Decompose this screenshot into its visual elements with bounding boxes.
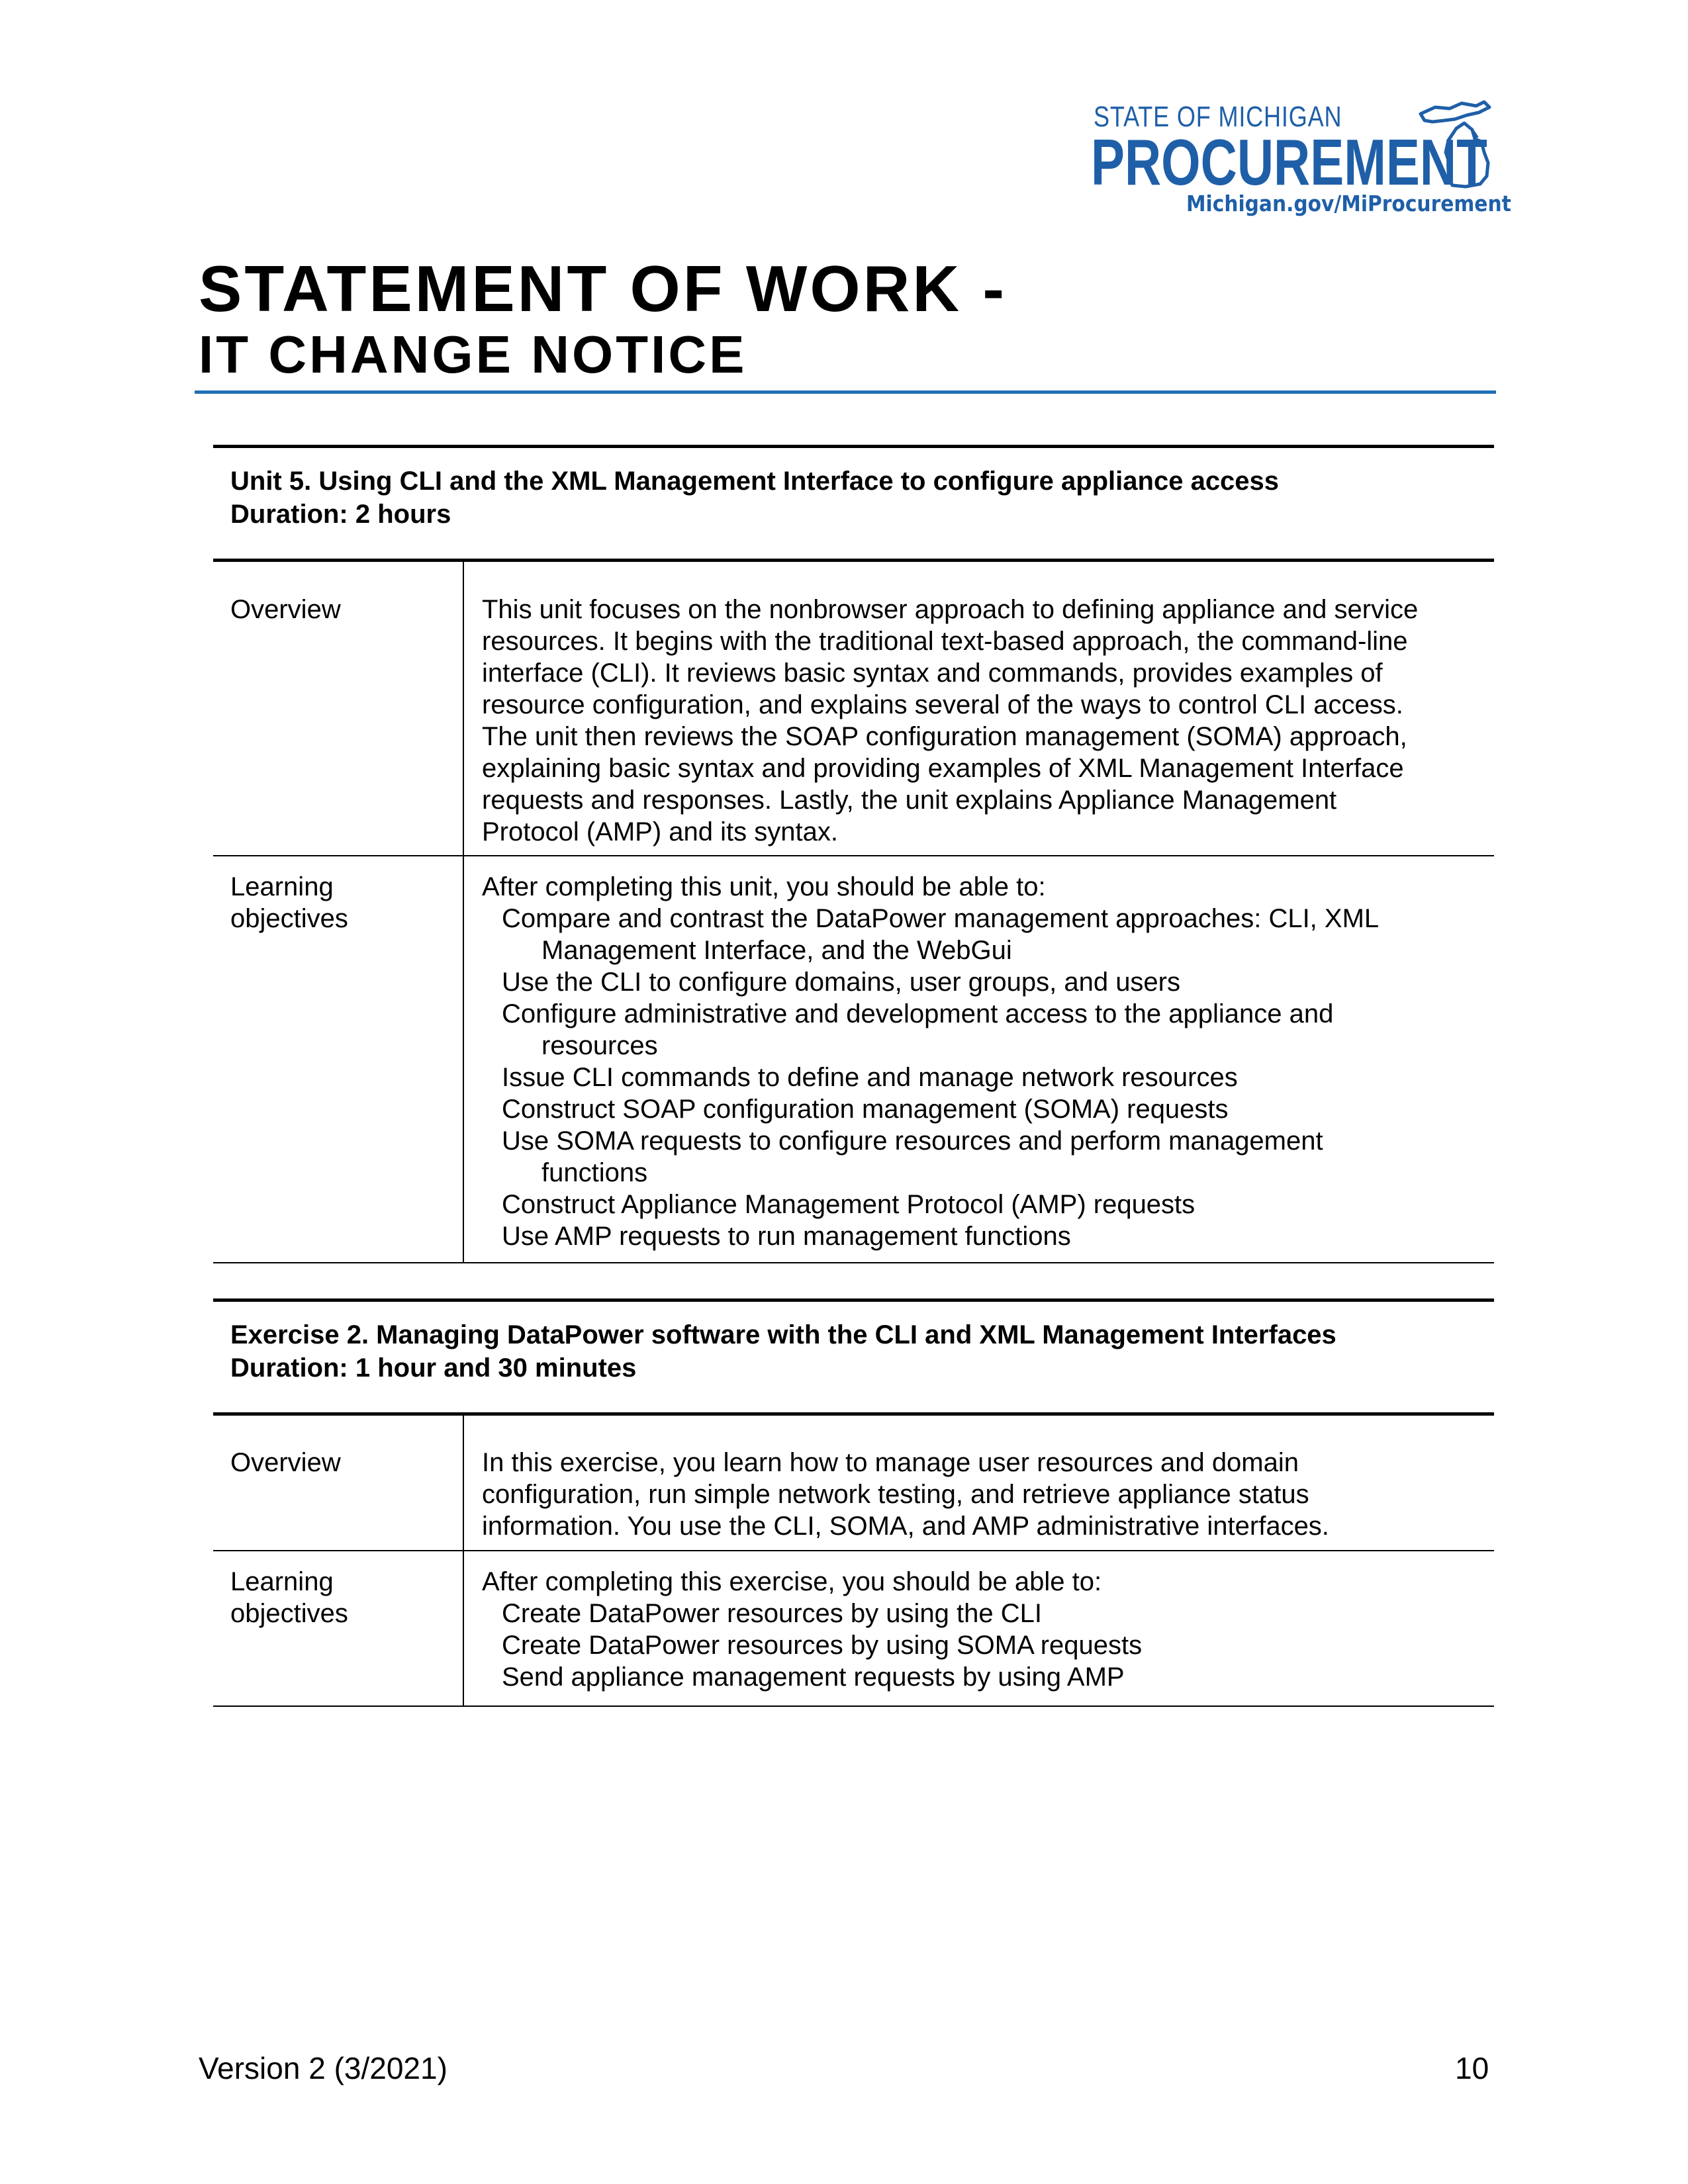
section-heading bbox=[230, 1318, 1336, 1385]
text-line: resources. It begins with the traditional text-based approach, the command-line bbox=[482, 627, 1408, 656]
label-text: objectives bbox=[230, 904, 348, 933]
logo-url-text: Michigan.gov/MiProcurement bbox=[1186, 191, 1511, 216]
objectives-intro: After completing this exercise, you should be able to: bbox=[482, 1567, 1102, 1596]
row-divider bbox=[213, 1550, 1494, 1551]
label-text: objectives bbox=[230, 1599, 348, 1628]
table-bottom-rule bbox=[213, 1706, 1494, 1707]
section-title: Exercise 2. Managing DataPower software with the CLI and XML Management Interfaces bbox=[230, 1320, 1336, 1349]
table-top-rule bbox=[213, 559, 1494, 562]
list-item: Send appliance management requests by using AMP bbox=[502, 1662, 1125, 1692]
list-item: Use SOMA requests to configure resources and perform management bbox=[502, 1126, 1323, 1156]
text-line: resource configuration, and explains several of the ways to control CLI access. bbox=[482, 690, 1403, 719]
list-item-continuation: resources bbox=[541, 1031, 658, 1060]
text-line: interface (CLI). It reviews basic syntax and commands, provides examples of bbox=[482, 659, 1383, 688]
table-top-rule bbox=[213, 1412, 1494, 1416]
text-line: requests and responses. Lastly, the unit explains Appliance Management bbox=[482, 786, 1337, 815]
procurement-logo bbox=[1086, 99, 1511, 216]
text-line: The unit then reviews the SOAP configuration management (SOMA) approach, bbox=[482, 722, 1407, 751]
row-label-overview bbox=[230, 1447, 341, 1479]
list-item-continuation: functions bbox=[541, 1158, 648, 1187]
list-item: Create DataPower resources by using the CLI bbox=[502, 1599, 1042, 1628]
text-line: configuration, run simple network testing, and retrieve appliance status bbox=[482, 1480, 1309, 1509]
list-item-continuation: Management Interface, and the WebGui bbox=[541, 936, 1012, 965]
list-item: Configure administrative and development access to the appliance and bbox=[502, 999, 1334, 1028]
text-line: information. You use the CLI, SOMA, and AMP administrative interfaces. bbox=[482, 1512, 1329, 1541]
text-line: explaining basic syntax and providing examples of XML Management Interface bbox=[482, 754, 1404, 783]
row-label-overview bbox=[230, 594, 341, 625]
list-item: Use AMP requests to run management functions bbox=[502, 1222, 1071, 1251]
logo-state-text: STATE OF MICHIGAN bbox=[1094, 101, 1342, 133]
title-divider bbox=[195, 390, 1496, 394]
footer-version: Version 2 (3/2021) bbox=[199, 2051, 447, 2085]
label-text: Overview bbox=[230, 595, 341, 624]
table-column-divider bbox=[463, 1415, 464, 1706]
section-duration: Duration: 1 hour and 30 minutes bbox=[230, 1353, 637, 1383]
section-heading bbox=[230, 465, 1279, 531]
section-title: Unit 5. Using CLI and the XML Management Interface to configure appliance access bbox=[230, 467, 1280, 496]
row-label-learning-objectives bbox=[230, 1566, 348, 1629]
document-title: STATEMENT OF WORK - bbox=[199, 252, 1007, 325]
table-column-divider bbox=[463, 561, 464, 1263]
objectives-list bbox=[482, 1566, 1142, 1693]
michigan-map-icon bbox=[1415, 99, 1495, 192]
list-item: Construct SOAP configuration management (SOMA) requests bbox=[502, 1095, 1229, 1124]
row-divider bbox=[213, 855, 1494, 856]
row-label-learning-objectives bbox=[230, 871, 348, 934]
list-item: Issue CLI commands to define and manage network resources bbox=[502, 1063, 1238, 1092]
text-line: In this exercise, you learn how to manage user resources and domain bbox=[482, 1448, 1299, 1477]
section-top-rule bbox=[213, 445, 1494, 448]
text-line: Protocol (AMP) and its syntax. bbox=[482, 817, 838, 846]
list-item: Construct Appliance Management Protocol (AMP) requests bbox=[502, 1190, 1196, 1219]
list-item: Use the CLI to configure domains, user groups, and users bbox=[502, 968, 1180, 997]
table-bottom-rule bbox=[213, 1262, 1494, 1263]
section-duration: Duration: 2 hours bbox=[230, 500, 451, 529]
logo-procurement-text: PROCUREMENT bbox=[1091, 126, 1487, 199]
list-item: Create DataPower resources by using SOMA requests bbox=[502, 1631, 1143, 1660]
label-text: Learning bbox=[230, 872, 334, 901]
text-line: This unit focuses on the nonbrowser approach to defining appliance and service bbox=[482, 595, 1419, 624]
objectives-intro: After completing this unit, you should be able to: bbox=[482, 872, 1046, 901]
label-text: Learning bbox=[230, 1567, 334, 1596]
objectives-list bbox=[482, 871, 1379, 1252]
overview-text bbox=[482, 1447, 1329, 1542]
overview-text bbox=[482, 594, 1418, 848]
label-text: Overview bbox=[230, 1448, 341, 1477]
list-item: Compare and contrast the DataPower management approaches: CLI, XML bbox=[502, 904, 1380, 933]
section-top-rule bbox=[213, 1298, 1494, 1302]
footer-page-number: 10 bbox=[1455, 2051, 1489, 2085]
document-subtitle: IT CHANGE NOTICE bbox=[199, 325, 747, 384]
